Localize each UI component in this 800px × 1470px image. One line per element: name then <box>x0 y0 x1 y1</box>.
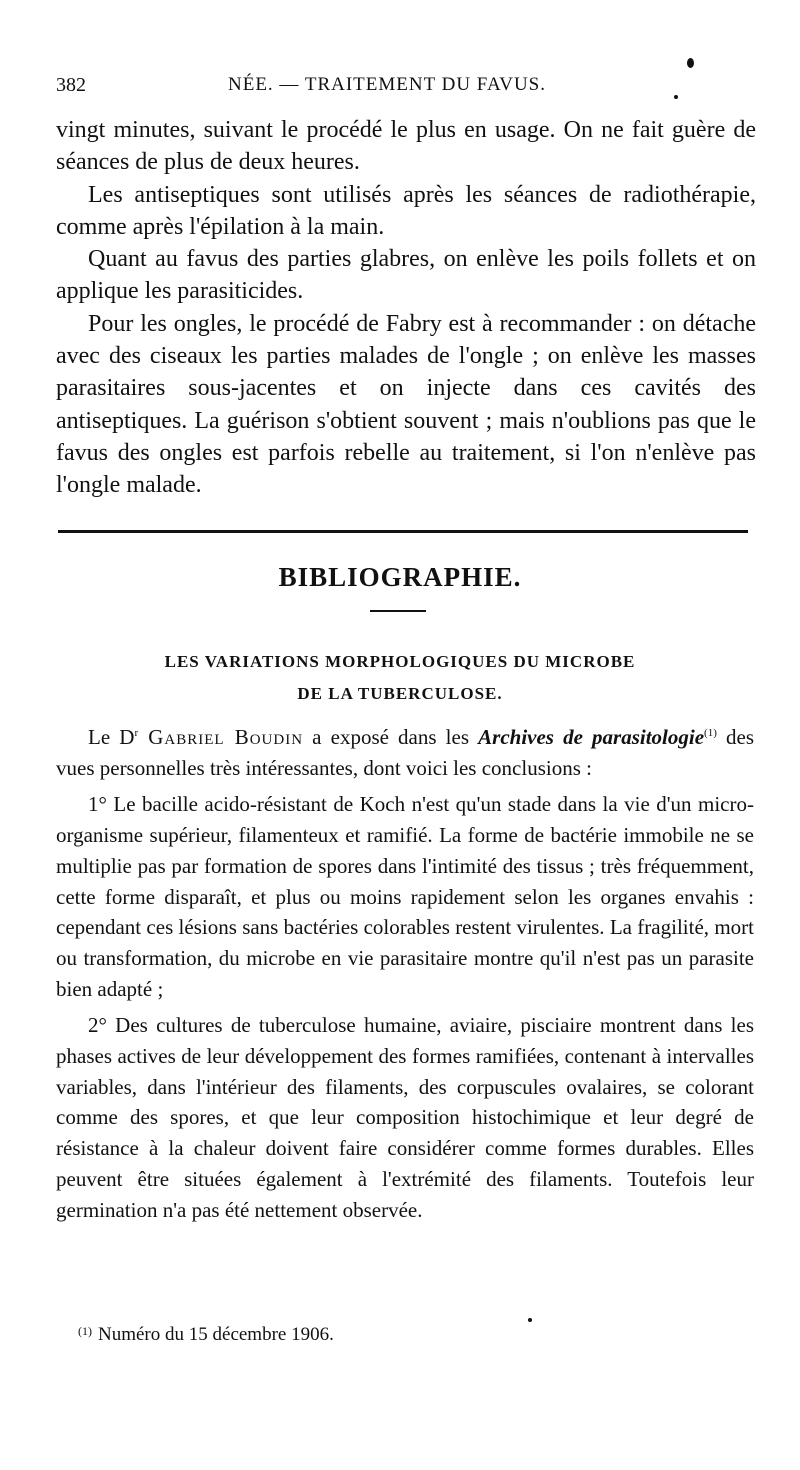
footnote-mark: (1) <box>78 1324 92 1338</box>
section-title: BIBLIOGRAPHIE. <box>278 562 522 592</box>
article-title-line: DE LA TUBERCULOSE. <box>297 684 503 703</box>
article-title-line: LES VARIATIONS MORPHOLOGIQUES DU MICROBE <box>164 652 636 671</box>
author-name: Gabriel Boudin <box>138 725 304 749</box>
footnote-ref: (1) <box>704 727 717 739</box>
paragraph: Pour les ongles, le procédé de Fabry est à recommander : on détache avec des ciseaux les parties malades de l'ongle ; on enlève les masses parasitaires sous-jacentes et on injecte dans ces cavités des antiseptiques. La guérison s'obtient souvent ; mais n'oublions pas que le favus des ongles est parfois rebelle au traitement, si l'on n'enlève pas l'ongle malade. <box>56 310 756 499</box>
running-head: NÉE. — TRAITEMENT DU FAVUS. <box>228 74 546 95</box>
paragraph: vingt minutes, suivant le procédé le plus en usage. On ne fait guère de séances de plus de deux heures. <box>56 117 756 176</box>
intro-paragraph: Le $D^r$ Gabriel Boudin a exposé dans les Archives de parasitologie$^{(1)}$ des vues personnelles très intéressantes, dont voici les conclusions : <box>56 725 754 780</box>
ink-speck <box>687 58 694 68</box>
paragraph: Les antiseptiques sont utilisés après les séances de radiothérapie, comme après l'épilation à la main. <box>56 181 756 240</box>
superscript: r <box>134 727 139 739</box>
conclusion-point-1: 1° Le bacille acido-résistant de Koch n'est qu'un stade dans la vie d'un micro-organisme supérieur, filamenteux et ramifié. La forme de bactérie immobile ne se multiplie pas par formation de spores dans l'intimité des tissus ; très fréquemment, cette forme disparaît, et plus ou moins rapidement selon les organes envahis : cependant ces lésions sans bactéries colorables restent virulentes. La fragilité, mort ou transformation, du microbe en vie parasitaire montre qu'il n'est pas un parasite bien adapté ; <box>56 792 754 1001</box>
paragraph: Quant au favus des parties glabres, on enlève les poils follets et on applique les parasiticides. <box>56 246 756 305</box>
bibliography-text <box>56 722 754 1225</box>
journal-title: Archives de parasitologie <box>478 725 705 749</box>
ink-speck <box>528 1318 532 1322</box>
ink-speck <box>674 95 678 99</box>
title-underline <box>370 610 426 612</box>
article-title <box>0 646 800 710</box>
footnote-text: Numéro du 15 décembre 1906. <box>98 1324 334 1345</box>
conclusion-point-2: 2° Des cultures de tuberculose humaine, aviaire, pisciaire montrent dans les phases actives de leur développement des formes ramifiées, contenant à intervalles variables, dans l'intérieur des filaments, des corpuscules ovalaires, se colorant comme des spores, et que leur composition histochimique et leur degré de résistance à la chaleur doivent faire considérer comme formes durables. Elles peuvent être situées également à l'extrémité des filaments. Toutefois leur germination n'a pas été nettement observée. <box>56 1013 754 1222</box>
page-number: 382 <box>56 74 86 96</box>
body-text <box>56 114 756 502</box>
section-divider <box>58 530 748 533</box>
footnote <box>78 1324 334 1346</box>
